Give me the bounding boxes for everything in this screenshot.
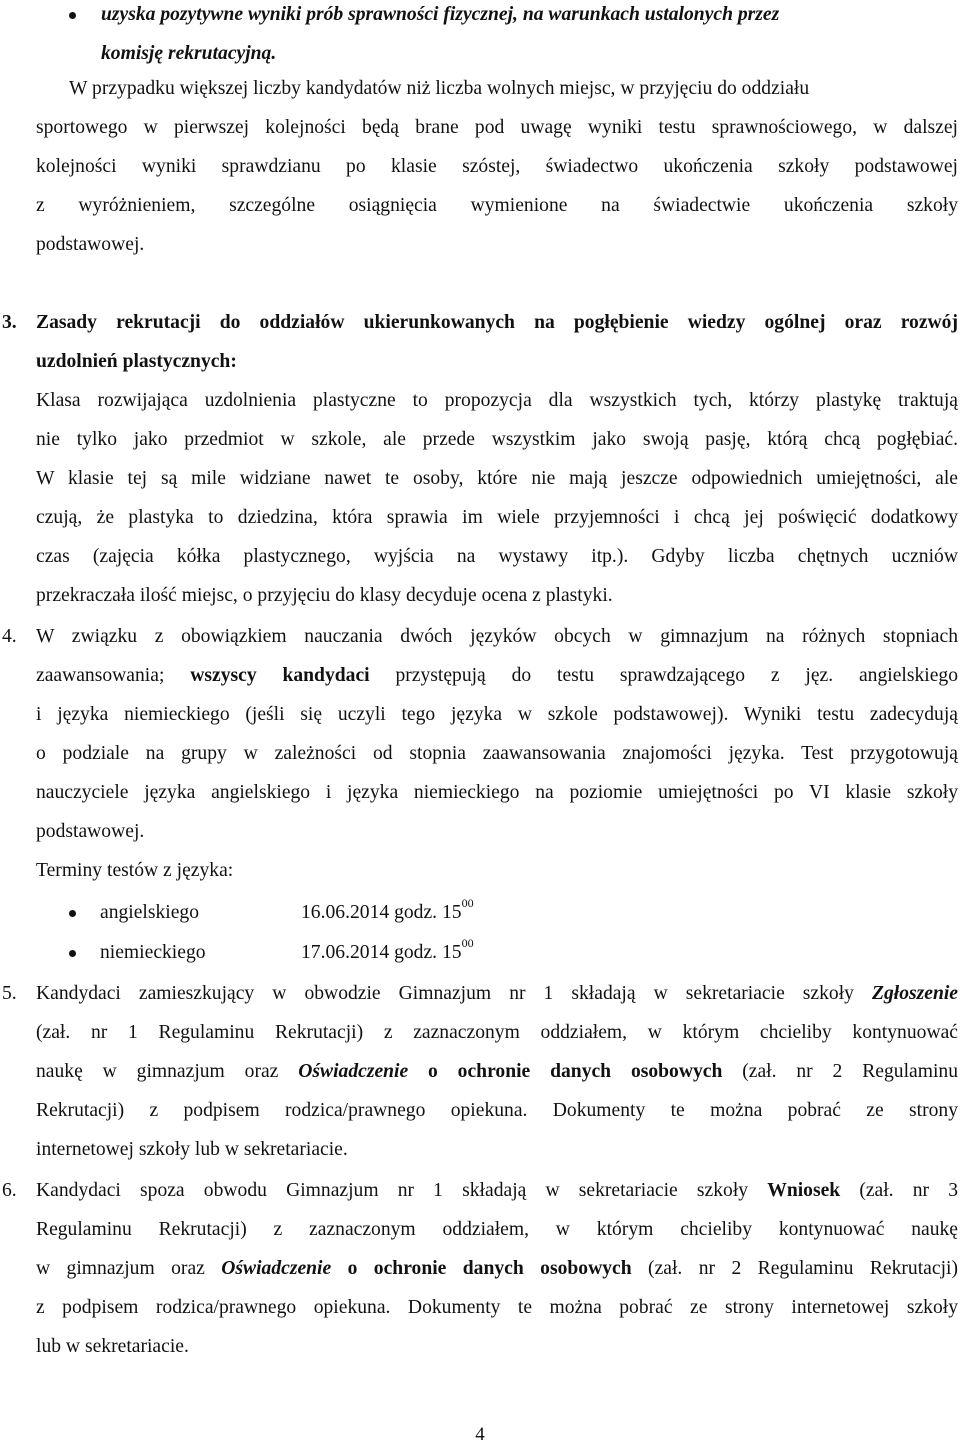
tests-title: Terminy testów z języka:: [36, 860, 234, 881]
test-item: angielskiego 16.06.2014 godz. $15^{00}$: [100, 896, 474, 923]
section-number: 4.: [2, 626, 17, 647]
section-heading: uzdolnień plastycznych:: [36, 351, 237, 372]
bullet-icon: [69, 950, 76, 957]
section-4: 4. W związku z obowiązkiem nauczania dwóch języków obcych w gimnazjum na różnych stopniach zaawansowania; wszyscy kandydaci przystępują do testu sprawdzającego z jęz. angielskiego i języka niemieckiego (jeśli się uczyli tego języka w szkole podstawowej). Wyniki testu zadecydują o podziale na grupy w zależności od stopnia zaawansowania znajomości języka. Test przygotowują nauczyciele języka angielskiego i języka niemieckiego na poziomie umiejętności po VI klasie szkoły podstawowej. Terminy testów z języka:: [0, 617, 958, 890]
page-number: 4: [475, 1424, 485, 1445]
section-heading: Zasady rekrutacji do oddziałów ukierunkowanych na pogłębienie wiedzy ogólnej oraz rozwój: [36, 312, 958, 333]
section-number: 5.: [2, 983, 17, 1004]
bullet-icon: [69, 12, 76, 19]
test-item: niemieckiego 17.06.2014 godz. $15^{00}$: [100, 936, 474, 963]
section-5: 5. Kandydaci zamieszkujący w obwodzie Gimnazjum nr 1 składają w sekretariacie szkoły Zgłoszenie (zał. nr 1 Regulaminu Rekrutacji) z zaznaczonym oddziałem, w którym chcieliby kontynuować naukę w gimnazjum oraz Oświadczenie o ochronie danych osobowych (zał. nr 2 Regulaminu Rekrutacji) z podpisem rodzica/prawnego opiekuna. Dokumenty te można pobrać ze strony internetowej szkoły lub w sekretariacie.: [0, 974, 958, 1169]
sport-class-paragraph: W przypadku większej liczby kandydatów niż liczba wolnych miejsc, w przyjęciu do oddziału sportowego w pierwszej kolejności będą brane pod uwagę wyniki testu sprawnościowego, w dalszej kolejności wyniki sprawdzianu po klasie szóstej, świadectwo ukończenia szkoły podstawowej z wyróżnieniem, szczególne osiągnięcia wymienione na świadectwie ukończenia szkoły podstawowej.: [36, 78, 958, 255]
intro-bullet-text: uzyska pozytywne wyniki prób sprawności fizycznej, na warunkach ustalonych przez komisję rekrutacyjną.: [101, 4, 780, 64]
bullet-icon: [69, 910, 76, 917]
section-number: 6.: [2, 1180, 17, 1201]
section-6: 6. Kandydaci spoza obwodu Gimnazjum nr 1 składają w sekretariacie szkoły Wniosek (zał. nr 3 Regulaminu Rekrutacji) z zaznaczonym oddziałem, w którym chcieliby kontynuować naukę w gimnazjum oraz Oświadczenie o ochronie danych osobowych (zał. nr 2 Regulaminu Rekrutacji) z podpisem rodzica/prawnego opiekuna. Dokumenty te można pobrać ze strony internetowej szkoły lub w sekretariacie.: [0, 1171, 958, 1366]
section-3: 3. Zasady rekrutacji do oddziałów ukierunkowanych na pogłębienie wiedzy ogólnej oraz rozwój uzdolnień plastycznych: Klasa rozwijająca uzdolnienia plastyczne to propozycja dla wszystkich tych, którzy plastykę traktują nie tylko jako przedmiot w szkole, ale przede wszystkim jako swoją pasję, którą chcą pogłębiać. W klasie tej są mile widziane nawet te osoby, które nie mają jeszcze odpowiednich umiejętności, ale czują, że plastyka to dziedzina, która sprawia im wiele przyjemności i chcą jej poświęcić dodatkowy czas (zajęcia kółka plastycznego, wyjścia na wystawy itp.). Gdyby liczba chętnych uczniów przekraczała ilość miejsc, o przyjęciu do klasy decyduje ocena z plastyki.: [0, 303, 958, 615]
section-number: 3.: [2, 312, 17, 333]
